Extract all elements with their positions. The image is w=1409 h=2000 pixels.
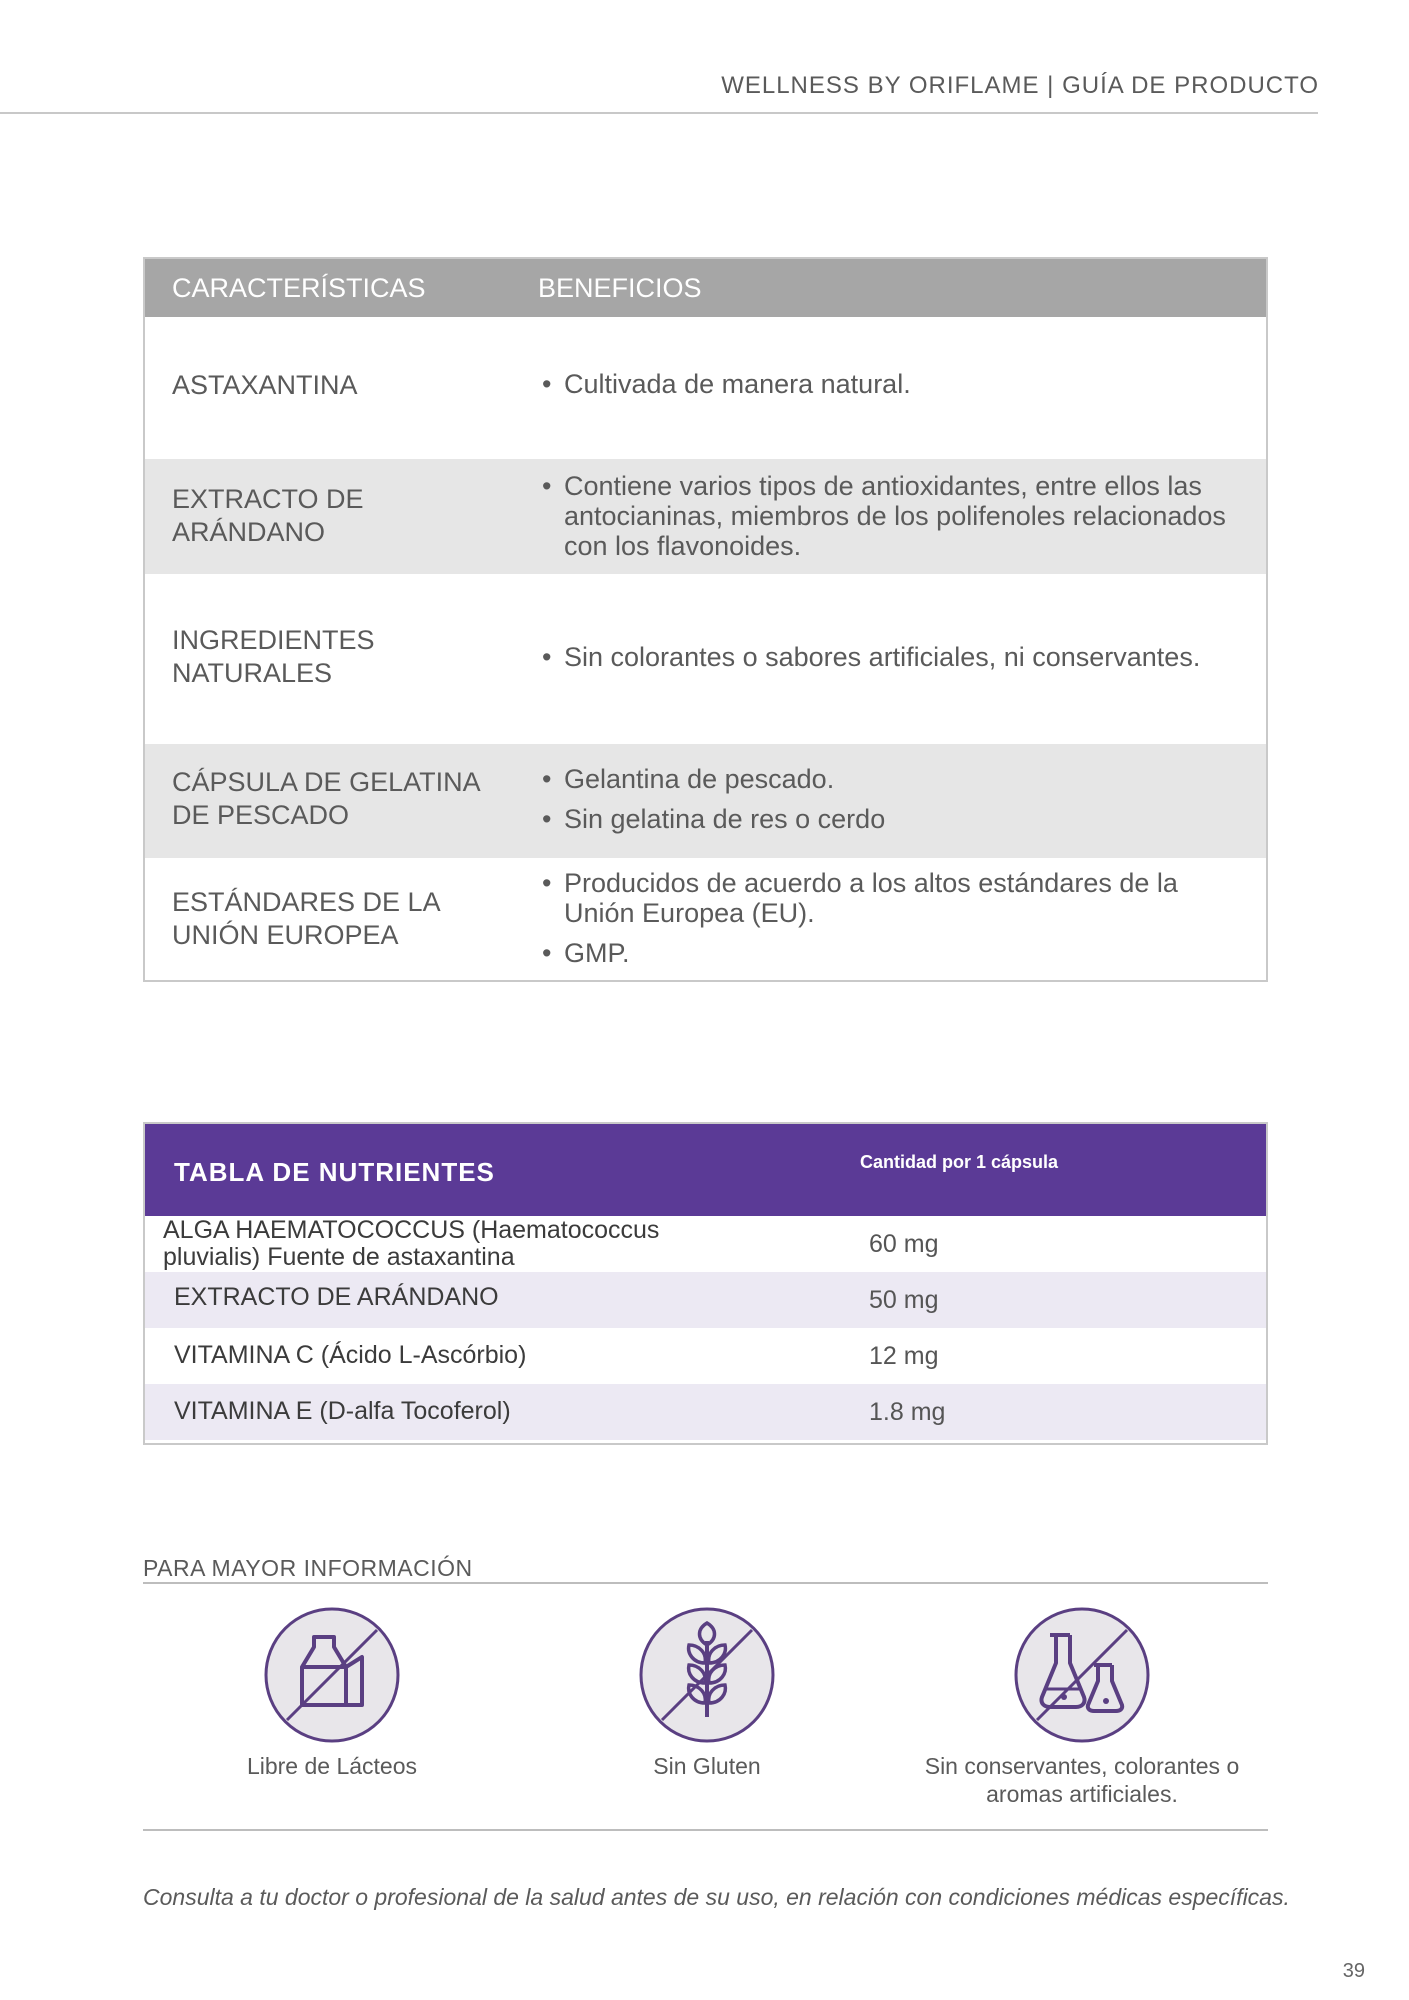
- section-divider: [143, 1829, 1268, 1831]
- characteristic-name: INGREDIENTES NATURALES: [172, 625, 375, 688]
- nutrients-table: [143, 1122, 1268, 1445]
- header-divider: [0, 112, 1318, 114]
- table-row: [145, 744, 1266, 858]
- badge-label: Sin conservantes, colorantes o aromas artificiales.: [924, 1753, 1240, 1807]
- nutrient-amount: 60 mg: [869, 1230, 939, 1258]
- no-dairy-icon: [262, 1605, 402, 1745]
- more-info-title: PARA MAYOR INFORMACIÓN: [143, 1555, 473, 1581]
- no-chemicals-icon: [1012, 1605, 1152, 1745]
- features-table: [143, 257, 1268, 982]
- nutrients-table-title: TABLA DE NUTRIENTES: [174, 1157, 495, 1187]
- features-table-header: [145, 259, 1266, 317]
- nutrients-table-header: [145, 1124, 1266, 1216]
- quantity-column-header: Cantidad por 1 cápsula: [860, 1152, 1059, 1172]
- nutrient-amount: 12 mg: [869, 1342, 939, 1370]
- table-row: [145, 574, 1266, 744]
- benefit-item: • Sin colorantes o sabores artificiales, ni conservantes.: [538, 642, 1253, 672]
- characteristics-column-header: CARACTERÍSTICAS: [172, 273, 426, 303]
- characteristic-name: CÁPSULA DE GELATINA DE PESCADO: [172, 767, 480, 830]
- benefits-column-header: BENEFICIOS: [538, 273, 702, 303]
- no-gluten-icon: [637, 1605, 777, 1745]
- nutrient-amount: 1.8 mg: [869, 1398, 946, 1426]
- characteristic-name: ASTAXANTINA: [172, 370, 358, 400]
- badge-label: Sin Gluten: [653, 1753, 761, 1779]
- page-number: 39: [1342, 1960, 1365, 1982]
- benefit-item: • Contiene varios tipos de antioxidantes, entre ellos las antocianinas, miembros de los polifenoles relacionados con los flavonoides.: [538, 471, 1253, 561]
- nutrient-amount: 50 mg: [869, 1286, 939, 1314]
- disclaimer: Consulta a tu doctor o profesional de la salud antes de su uso, en relación con condiciones médicas específicas.: [143, 1884, 1290, 1910]
- characteristic-name: ESTÁNDARES DE LA UNIÓN EUROPEA: [172, 887, 440, 950]
- benefit-item: • Sin gelatina de res o cerdo: [538, 804, 1253, 834]
- table-row: [145, 317, 1266, 459]
- table-row: [145, 858, 1266, 980]
- table-row: [145, 1328, 1266, 1384]
- characteristic-name: EXTRACTO DE ARÁNDANO: [172, 484, 364, 547]
- header-title: WELLNESS BY ORIFLAME | GUÍA DE PRODUCTO: [721, 72, 1319, 99]
- nutrient-name: EXTRACTO DE ARÁNDANO: [174, 1283, 499, 1311]
- table-row: [145, 1384, 1266, 1440]
- benefit-item: • Cultivada de manera natural.: [538, 369, 1253, 399]
- badge-label: Libre de Lácteos: [246, 1753, 418, 1779]
- nutrient-name: VITAMINA E (D-alfa Tocoferol): [174, 1397, 511, 1425]
- table-row: [145, 1272, 1266, 1328]
- nutrient-name: VITAMINA C (Ácido L-Ascórbio): [174, 1341, 527, 1369]
- table-row: [145, 459, 1266, 574]
- nutrient-name: ALGA HAEMATOCOCCUS (Haematococcus pluvialis) Fuente de astaxantina: [163, 1216, 660, 1271]
- section-divider: [143, 1582, 1268, 1584]
- table-row: [145, 1216, 1266, 1272]
- benefit-item: • GMP.: [538, 938, 1253, 968]
- benefit-item: • Producidos de acuerdo a los altos estándares de la Unión Europea (EU).: [538, 868, 1253, 928]
- benefit-item: • Gelantina de pescado.: [538, 764, 1253, 794]
